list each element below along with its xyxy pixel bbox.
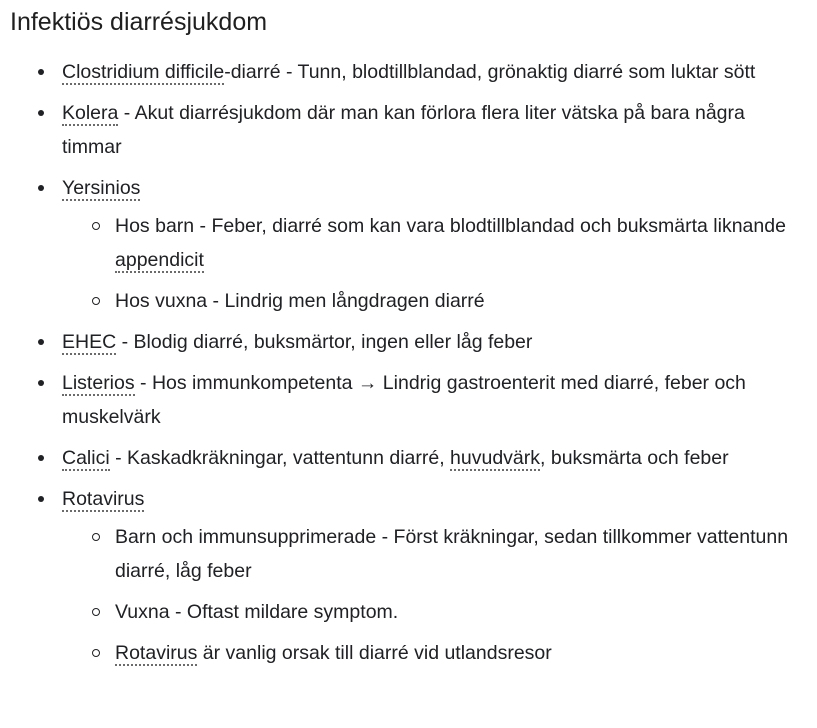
sub-item-hos-barn — [62, 209, 809, 277]
item-text: , buksmärta och feber — [540, 447, 729, 469]
sub-item-text: Barn och immunsupprimerade - Först kräkningar, sedan tillkommer vattentunn diarré, låg feber — [115, 526, 789, 582]
sub-item-utlandsresor — [62, 636, 809, 670]
list-item-clostridium — [0, 55, 817, 89]
sublist-rotavirus — [62, 520, 809, 670]
item-text: - Hos immunkompetenta → Lindrig gastroenterit med diarré, feber och muskelvärk — [62, 372, 746, 428]
disease-list — [0, 55, 817, 677]
page-title: Infektiös diarrésjukdom — [10, 8, 268, 36]
term-link-rotavirus-2[interactable]: Rotavirus — [115, 642, 198, 664]
item-text: - Blodig diarré, buksmärtor, ingen eller låg feber — [116, 331, 533, 353]
list-item-kolera — [0, 96, 817, 164]
sub-item-barn — [62, 520, 809, 588]
sub-item-text: är vanlig orsak till diarré vid utlandsresor — [197, 642, 552, 664]
term-link-huvudvark[interactable]: huvudvärk — [450, 447, 541, 469]
sub-item-hos-vuxna — [62, 284, 809, 318]
term-link-clostridium[interactable]: Clostridium difficile — [62, 61, 225, 83]
term-link-rotavirus[interactable]: Rotavirus — [62, 488, 145, 510]
item-text: - Akut diarrésjukdom där man kan förlora flera liter vätska på bara några timmar — [62, 102, 745, 158]
list-item-rotavirus — [0, 482, 817, 670]
list-item-ehec — [0, 325, 817, 359]
sub-item-vuxna — [62, 595, 809, 629]
term-link-ehec[interactable]: EHEC — [62, 331, 117, 353]
sub-item-text: Vuxna - Oftast mildare symptom. — [115, 601, 399, 623]
item-text: - Kaskadkräkningar, vattentunn diarré, — [109, 447, 451, 469]
term-link-yersinios[interactable]: Yersinios — [62, 177, 141, 199]
term-link-calici[interactable]: Calici — [62, 447, 110, 469]
list-item-calici — [0, 441, 817, 475]
term-link-listerios[interactable]: Listerios — [62, 372, 135, 394]
sublist-yersinios — [62, 209, 809, 318]
term-link-kolera[interactable]: Kolera — [62, 102, 119, 124]
item-text: -diarré - Tunn, blodtillblandad, grönaktig diarré som luktar sött — [224, 61, 756, 83]
list-item-yersinios — [0, 171, 817, 318]
sub-item-text: Hos barn - Feber, diarré som kan vara blodtillblandad och buksmärta liknande — [115, 215, 786, 237]
list-item-listerios — [0, 366, 817, 434]
term-link-appendicit[interactable]: appendicit — [115, 249, 204, 271]
sub-item-text: Hos vuxna - Lindrig men långdragen diarré — [115, 290, 485, 312]
